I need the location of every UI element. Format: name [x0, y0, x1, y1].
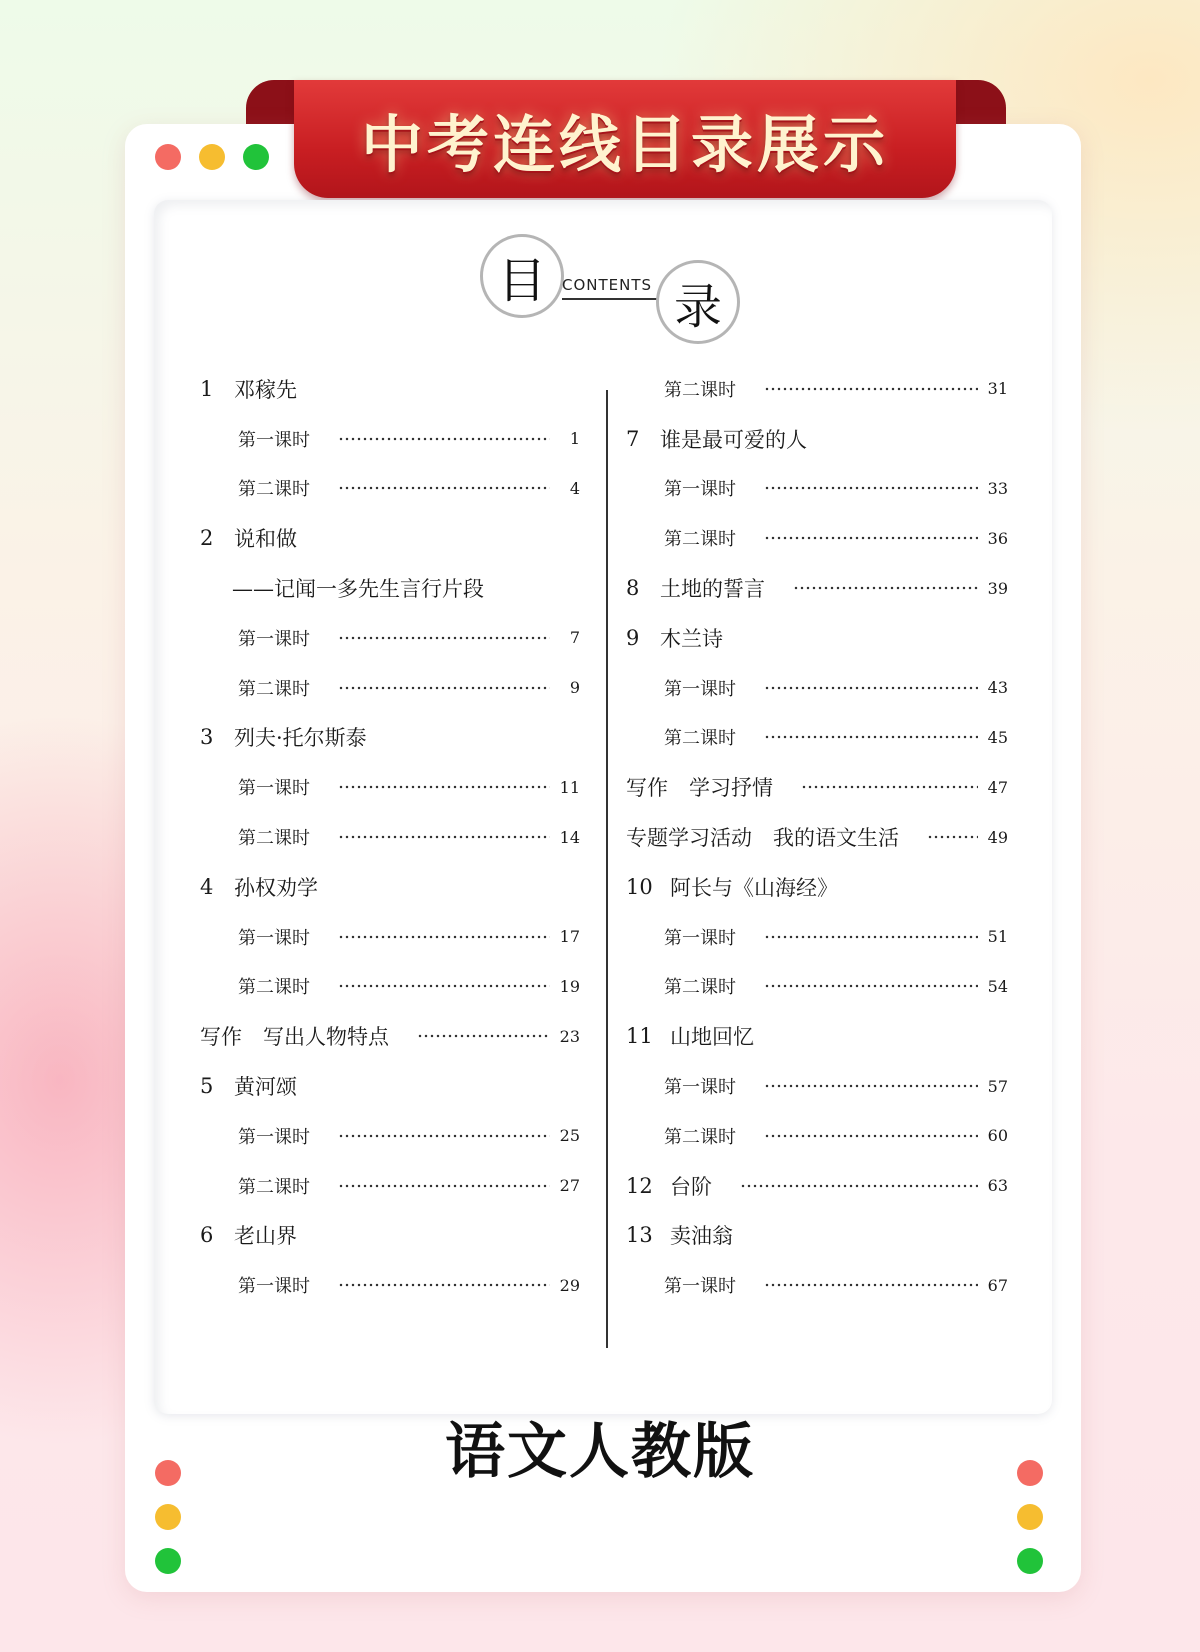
- toc-entry[interactable]: [200, 1211, 580, 1261]
- toc-entry-title: 第一课时: [238, 778, 310, 800]
- toc-entry[interactable]: [200, 1111, 580, 1161]
- toc-entry-title: 第一课时: [664, 927, 736, 949]
- toc-entry[interactable]: [626, 1111, 1008, 1161]
- toc-column-left: [200, 364, 580, 1310]
- toc-leader-dots: [764, 387, 978, 391]
- toc-leader-dots: [764, 486, 978, 490]
- toc-entry-number: 3: [200, 725, 214, 750]
- toc-leader-dots: [338, 984, 550, 988]
- toc-leader-dots: [764, 1283, 978, 1287]
- toc-entry-title: 第一课时: [238, 1126, 310, 1148]
- toc-entry[interactable]: [200, 1260, 580, 1310]
- toc-entry-page: 43: [987, 678, 1008, 698]
- toc-entry-number: 8: [626, 576, 640, 601]
- toc-entry-number: 1: [200, 376, 214, 401]
- toc-leader-dots: [764, 686, 978, 690]
- toc-entry-page: 47: [987, 777, 1008, 797]
- toc-entry[interactable]: [626, 513, 1008, 563]
- toc-entry-page: 39: [987, 578, 1008, 598]
- toc-leader-dots: [740, 1184, 978, 1188]
- toc-entry-page: 54: [987, 976, 1008, 996]
- toc-entry[interactable]: [200, 812, 580, 862]
- toc-entry-page: 67: [987, 1275, 1008, 1295]
- toc-entry-page: 1: [569, 429, 580, 449]
- toc-leader-dots: [764, 735, 978, 739]
- toc-entry-title: 写作 学习抒情: [626, 776, 773, 801]
- toc-entry-page: 31: [987, 379, 1008, 399]
- toc-entry[interactable]: [200, 1061, 580, 1111]
- toc-entry[interactable]: [626, 912, 1008, 962]
- toc-leader-dots: [338, 935, 550, 939]
- heading-underline: [562, 298, 662, 300]
- toc-leader-dots: [338, 636, 550, 640]
- toc-entry-number: 2: [200, 526, 214, 551]
- toc-leader-dots: [764, 536, 978, 540]
- toc-entry-title: 阿长与《山海经》: [670, 875, 838, 900]
- toc-entry-title: 第二课时: [238, 479, 310, 501]
- toc-entry-page: 45: [987, 727, 1008, 747]
- toc-heading: [480, 230, 740, 340]
- toc-leader-dots: [764, 935, 978, 939]
- toc-entry-number: 11: [626, 1024, 653, 1049]
- toc-entry-title: 第二课时: [238, 977, 310, 999]
- toc-entry[interactable]: [626, 1211, 1008, 1261]
- banner: [294, 80, 956, 198]
- toc-entry-title: 第一课时: [238, 1276, 310, 1298]
- toc-entry-number: 12: [626, 1173, 653, 1198]
- toc-leader-dots: [338, 835, 550, 839]
- toc-entry-title: 第一课时: [238, 628, 310, 650]
- toc-entry[interactable]: [626, 1011, 1008, 1061]
- toc-entry[interactable]: [626, 762, 1008, 812]
- toc-entry[interactable]: [200, 962, 580, 1012]
- toc-entry[interactable]: [626, 862, 1008, 912]
- toc-leader-dots: [338, 437, 550, 441]
- toc-entry-page: 25: [559, 1126, 580, 1146]
- toc-entry-title: 专题学习活动 我的语文生活: [626, 826, 899, 851]
- toc-entry[interactable]: [200, 1161, 580, 1211]
- toc-entry[interactable]: [626, 1260, 1008, 1310]
- toc-entry[interactable]: [200, 1011, 580, 1061]
- toc-entry[interactable]: [200, 414, 580, 464]
- toc-leader-dots: [927, 835, 978, 839]
- toc-entry-page: 49: [987, 827, 1008, 847]
- toc-page: [154, 200, 1052, 1414]
- toc-entry-title: 黄河颂: [234, 1075, 297, 1100]
- toc-entry[interactable]: [200, 713, 580, 763]
- toc-entry-number: 13: [626, 1223, 653, 1248]
- toc-entry-number: 7: [626, 426, 640, 451]
- toc-entry[interactable]: [626, 1061, 1008, 1111]
- toc-entry-title: 第二课时: [238, 678, 310, 700]
- toc-entry-page: 11: [559, 777, 580, 797]
- toc-entry-page: 51: [987, 927, 1008, 947]
- footer-dot-yellow-right: [1017, 1504, 1043, 1530]
- window-dot-yellow: [199, 144, 225, 170]
- toc-entry-title: 卖油翁: [670, 1224, 733, 1249]
- toc-entry-number: 10: [626, 874, 653, 899]
- toc-entry-title: 第二课时: [664, 1126, 736, 1148]
- toc-entry[interactable]: [200, 613, 580, 663]
- toc-entry-page: 17: [559, 927, 580, 947]
- toc-entry-number: 4: [200, 874, 214, 899]
- toc-entry-page: 36: [987, 528, 1008, 548]
- toc-entry[interactable]: [200, 862, 580, 912]
- toc-entry-title: 谁是最可爱的人: [660, 427, 807, 452]
- toc-leader-dots: [793, 586, 978, 590]
- toc-entry-title: 第一课时: [664, 1276, 736, 1298]
- toc-entry-title: 土地的誓言: [660, 577, 765, 602]
- toc-entry[interactable]: [626, 663, 1008, 713]
- toc-entry-title: 木兰诗: [660, 626, 723, 651]
- heading-badge-mu: 目: [480, 234, 564, 318]
- toc-leader-dots: [417, 1034, 550, 1038]
- toc-entry-title: 列夫·托尔斯泰: [234, 726, 367, 751]
- toc-leader-dots: [338, 686, 550, 690]
- window-dot-red: [155, 144, 181, 170]
- toc-entry-page: 27: [559, 1176, 580, 1196]
- toc-entry-number: 5: [200, 1074, 214, 1099]
- toc-entry-page: 19: [559, 976, 580, 996]
- toc-entry-page: 7: [569, 628, 580, 648]
- window-dot-green: [243, 144, 269, 170]
- toc-entry-title: 第一课时: [664, 678, 736, 700]
- toc-entry-title: 第二课时: [238, 828, 310, 850]
- column-divider: [606, 390, 608, 1348]
- toc-entry-page: 60: [987, 1126, 1008, 1146]
- heading-contents: CONTENTS: [562, 276, 653, 294]
- toc-entry-page: 9: [569, 678, 580, 698]
- toc-entry-title: 第一课时: [238, 927, 310, 949]
- toc-leader-dots: [338, 1184, 550, 1188]
- toc-entry-title: 说和做: [234, 527, 297, 552]
- toc-entry-page: 23: [559, 1026, 580, 1046]
- toc-entry-title: 山地回忆: [670, 1025, 754, 1050]
- toc-entry[interactable]: [200, 563, 580, 613]
- toc-entry-title: 台阶: [670, 1174, 712, 1199]
- toc-entry-number: 9: [626, 625, 640, 650]
- footer-dot-green-right: [1017, 1548, 1043, 1574]
- toc-leader-dots: [338, 785, 550, 789]
- toc-column-right: [626, 364, 1008, 1310]
- toc-entry-page: 29: [559, 1275, 580, 1295]
- toc-entry-title: 第一课时: [238, 429, 310, 451]
- toc-entry-title: 第二课时: [664, 977, 736, 999]
- toc-entry-page: 14: [559, 827, 580, 847]
- toc-entry-title: ——记闻一多先生言行片段: [232, 577, 484, 602]
- toc-entry[interactable]: [200, 663, 580, 713]
- toc-entry[interactable]: [626, 464, 1008, 514]
- toc-entry-title: 邓稼先: [234, 377, 297, 402]
- toc-entry[interactable]: [200, 364, 580, 414]
- toc-entry-title: 第二课时: [664, 529, 736, 551]
- toc-leader-dots: [338, 1134, 550, 1138]
- toc-entry-title: 第一课时: [664, 1077, 736, 1099]
- toc-entry-page: 63: [987, 1176, 1008, 1196]
- toc-entry[interactable]: [626, 364, 1008, 414]
- toc-entry[interactable]: [626, 713, 1008, 763]
- toc-leader-dots: [338, 1283, 550, 1287]
- heading-badge-lu: 录: [656, 260, 740, 344]
- toc-entry-title: 第二课时: [664, 728, 736, 750]
- toc-entry[interactable]: [626, 812, 1008, 862]
- toc-entry-title: 第二课时: [238, 1176, 310, 1198]
- toc-entry[interactable]: [626, 962, 1008, 1012]
- footer-title: 语文人教版: [445, 1417, 755, 1487]
- toc-entry[interactable]: [200, 912, 580, 962]
- toc-entry-title: 写作 写出人物特点: [200, 1025, 389, 1050]
- toc-entry-title: 孙权劝学: [234, 875, 318, 900]
- toc-leader-dots: [764, 984, 978, 988]
- toc-entry[interactable]: [200, 762, 580, 812]
- toc-entry[interactable]: [626, 563, 1008, 613]
- toc-entry[interactable]: [626, 414, 1008, 464]
- toc-leader-dots: [338, 486, 550, 490]
- toc-entry[interactable]: [626, 1161, 1008, 1211]
- toc-leader-dots: [764, 1134, 978, 1138]
- footer-dot-yellow-left: [155, 1504, 181, 1530]
- toc-entry-page: 33: [987, 478, 1008, 498]
- toc-entry[interactable]: [626, 613, 1008, 663]
- toc-entry-title: 老山界: [234, 1224, 297, 1249]
- toc-entry[interactable]: [200, 464, 580, 514]
- toc-leader-dots: [764, 1084, 978, 1088]
- toc-entry-title: 第一课时: [664, 479, 736, 501]
- banner-title: 中考连线目录展示: [360, 107, 889, 181]
- toc-entry[interactable]: [200, 513, 580, 563]
- toc-leader-dots: [801, 785, 978, 789]
- toc-entry-title: 第二课时: [664, 379, 736, 401]
- footer-dot-green-left: [155, 1548, 181, 1574]
- toc-entry-page: 4: [569, 478, 580, 498]
- toc-entry-number: 6: [200, 1223, 214, 1248]
- toc-entry-page: 57: [987, 1076, 1008, 1096]
